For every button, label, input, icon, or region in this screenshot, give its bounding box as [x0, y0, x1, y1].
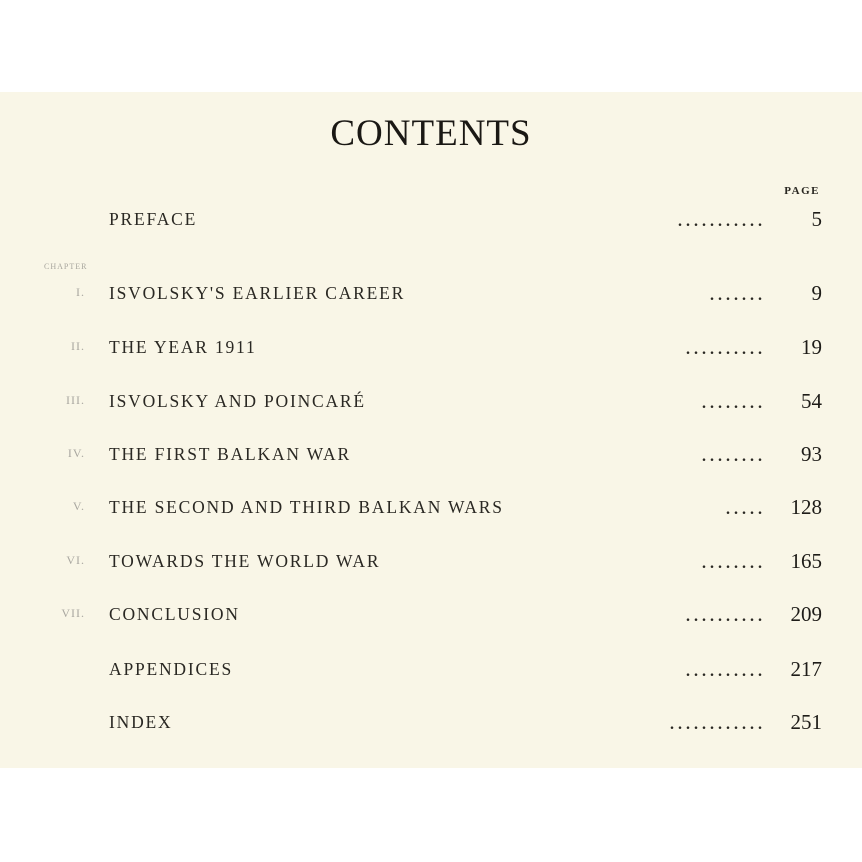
leader-dots: . . . . . . . .	[702, 395, 762, 412]
toc-entry-chapter-4	[0, 442, 862, 472]
entry-page-number: 9	[811, 281, 822, 305]
entry-label: ISVOLSKY AND POINCARÉ	[109, 391, 366, 411]
entry-label: INDEX	[109, 712, 173, 732]
toc-entry-chapter-1	[0, 281, 862, 311]
leader-dots: . . . . . . .	[710, 287, 762, 304]
toc-entry-appendices	[0, 657, 862, 687]
entry-label: CONCLUSION	[109, 604, 240, 624]
entry-page-number: 5	[811, 207, 822, 231]
chapter-numeral: IV.	[67, 446, 85, 460]
entry-page-number: 54	[801, 389, 822, 413]
toc-entry-index	[0, 710, 862, 740]
entry-page-number: 217	[790, 657, 822, 681]
toc-entry-preface	[0, 207, 862, 237]
leader-dots: . . . . . . . . . .	[686, 341, 762, 358]
chapter-column-header: CHAPTER	[44, 262, 88, 271]
entry-label: APPENDICES	[109, 659, 233, 679]
chapter-numeral: II.	[71, 339, 85, 353]
leader-dots: . . . . . . . . . .	[686, 608, 762, 625]
toc-entry-chapter-6	[0, 549, 862, 579]
page-column-header: PAGE	[784, 185, 820, 197]
entry-label: TOWARDS THE WORLD WAR	[109, 551, 381, 571]
entry-page-number: 93	[801, 442, 822, 466]
entry-page-number: 19	[801, 335, 822, 359]
leader-dots: . . . . . . . .	[702, 448, 762, 465]
chapter-numeral: V.	[72, 499, 85, 513]
entry-label: ISVOLSKY'S EARLIER CAREER	[109, 283, 406, 303]
entry-page-number: 128	[790, 495, 822, 519]
entry-label: PREFACE	[109, 209, 198, 229]
entry-label: THE YEAR 1911	[109, 337, 257, 357]
toc-entry-chapter-7	[0, 602, 862, 632]
chapter-numeral: I.	[76, 285, 85, 299]
leader-dots: . . . . .	[726, 501, 762, 518]
chapter-numeral: III.	[66, 393, 85, 407]
entry-label: THE FIRST BALKAN WAR	[109, 444, 351, 464]
leader-dots: . . . . . . . . . . . .	[670, 716, 762, 733]
page-title: CONTENTS	[330, 113, 532, 154]
toc-entry-chapter-3	[0, 389, 862, 419]
leader-dots: . . . . . . . . . .	[686, 663, 762, 680]
toc-entry-chapter-2	[0, 335, 862, 365]
entry-page-number: 165	[790, 549, 822, 573]
entry-label: THE SECOND AND THIRD BALKAN WARS	[109, 497, 504, 517]
toc-entry-chapter-5	[0, 495, 862, 525]
entry-page-number: 251	[790, 710, 822, 734]
entry-page-number: 209	[790, 602, 822, 626]
leader-dots: . . . . . . . . . . .	[678, 213, 762, 230]
chapter-numeral: VII.	[61, 606, 85, 620]
leader-dots: . . . . . . . .	[702, 555, 762, 572]
chapter-numeral: VI.	[66, 553, 85, 567]
